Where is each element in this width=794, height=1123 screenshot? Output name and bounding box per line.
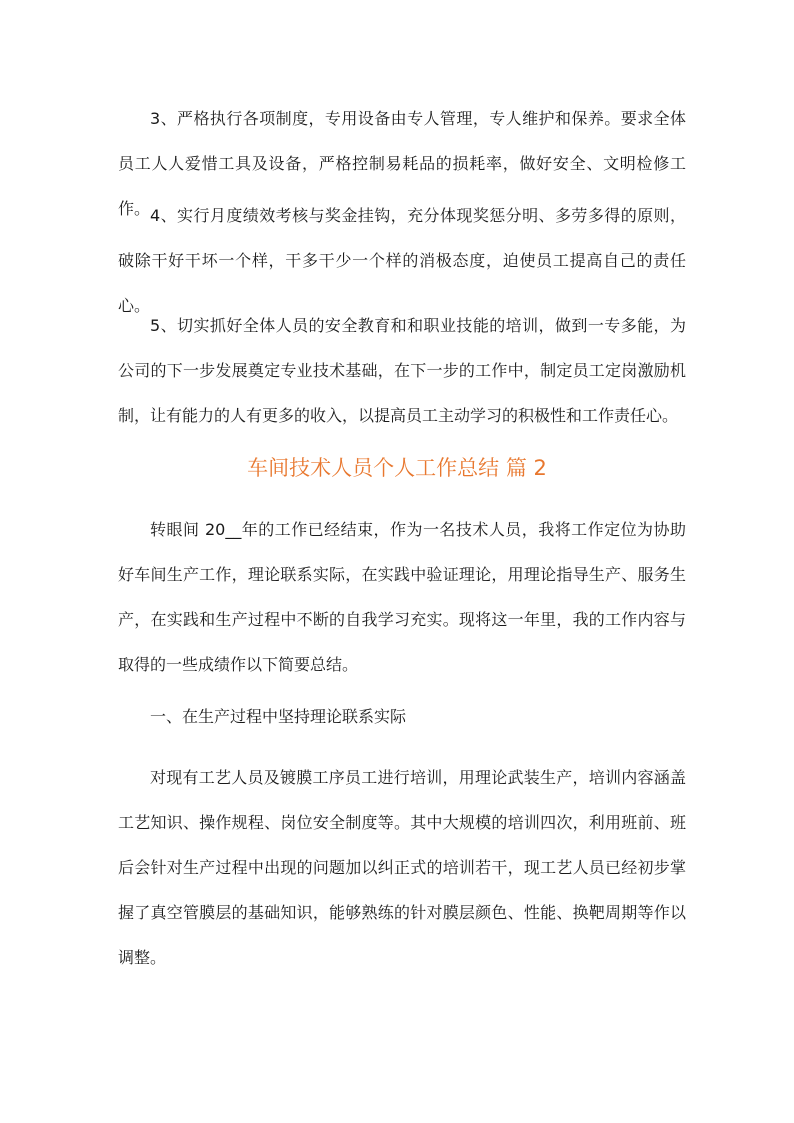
paragraph-intro: 转眼间 20__年的工作已经结束，作为一名技术人员，我将工作定位为协助好车间生产工作，理论联系实际，在实践中验证理论，用理论指导生产、服务生产，在实践和生产过程中不断的自我学习充实。现将这一年里，我的工作内容与取得的一些成绩作以下简要总结。: [118, 520, 686, 674]
paragraph-item-5: 5、切实抓好全体人员的安全教育和和职业技能的培训，做到一专多能，为公司的下一步发展奠定专业技术基础，在下一步的工作中，制定员工定岗激励机制，让有能力的人有更多的收入，以提高员工主动学习的积极性和工作责任心。: [118, 316, 686, 425]
subsection-heading: 一、在生产过程中坚持理论联系实际: [150, 707, 407, 726]
paragraph-training: 对现有工艺人员及镀膜工序员工进行培训，用理论武装生产，培训内容涵盖工艺知识、操作规程、岗位安全制度等。其中大规模的培训四次，利用班前、班后会针对生产过程中出现的问题加以纠正式的培训若干，现工艺人员已经初步掌握了真空管膜层的基础知识，能够熟练的针对膜层颜色、性能、换靶周期等作以调整。: [118, 768, 686, 967]
paragraph-item-4: 4、实行月度绩效考核与奖金挂钩，充分体现奖惩分明、多劳多得的原则，破除干好干坏一个样，干多干少一个样的消极态度，迫使员工提高自己的责任心。: [118, 206, 686, 315]
section-title: 车间技术人员个人工作总结 篇 2: [247, 456, 547, 480]
paragraph-item-3: 3、严格执行各项制度，专用设备由专人管理，专人维护和保养。要求全体员工人人爱惜工具及设备，严格控制易耗品的损耗率，做好安全、文明检修工作。: [118, 109, 686, 218]
